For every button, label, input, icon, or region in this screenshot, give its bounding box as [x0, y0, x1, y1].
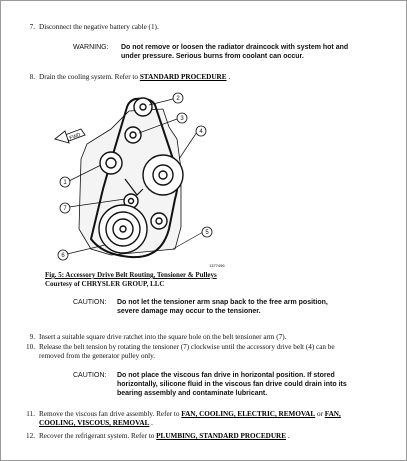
step-number: 12. [26, 432, 35, 440]
caution-label: CAUTION: [73, 372, 107, 379]
step-number: 7. [29, 23, 35, 31]
caution-line-1: Do not place the viscous fan drive in horizontal position. If stored [117, 372, 335, 379]
step-number: 8. [29, 73, 35, 81]
fwd-label: FWD [68, 132, 82, 142]
step-number: 10. [26, 343, 35, 351]
callout-7: 7 [63, 206, 67, 212]
warning-label: WARNING: [73, 44, 109, 51]
figure-caption: Fig. 5: Accessory Drive Belt Routing, Tensioner & Pulleys [45, 271, 217, 279]
caution-label: CAUTION: [73, 299, 107, 306]
step-number: 11. [26, 410, 35, 418]
step-number: 9. [29, 333, 35, 341]
step-10 [21, 343, 396, 363]
caution-block-2 [73, 371, 401, 401]
step-11 [21, 410, 396, 430]
caution-line-2: horizontally, silicone fluid in the viscous fan drive could drain into its [117, 381, 347, 388]
figure-caption-block [45, 271, 365, 288]
plumbing-standard-procedure-link[interactable]: PLUMBING, STANDARD PROCEDURE [156, 432, 287, 440]
step-text: Disconnect the negative battery cable (1). [39, 23, 159, 31]
belt-diagram [51, 89, 221, 267]
warning-line-1: Do not remove or loosen the radiator draincock with system hot and [121, 44, 349, 51]
step-text-line-2: removed from the generator pulley only. [39, 352, 156, 360]
fan-cooling-viscous-removal-link[interactable]: FAN, [324, 410, 341, 418]
standard-procedure-link[interactable]: STANDARD PROCEDURE [139, 73, 227, 81]
step-text-line-1: Release the belt tension by rotating the tensioner (7) clockwise until the accessory drive belt (4) can be [39, 343, 335, 351]
step-text: Remove the viscous fan drive assembly. Refer to [39, 410, 182, 418]
caution-line-3: bearing assembly and contaminate lubricant. [117, 390, 268, 397]
callout-6: 6 [61, 253, 65, 259]
warning-block [73, 43, 393, 63]
warning-line-2: under pressure. Serious burns from coolant can occur. [121, 53, 304, 60]
caution-line-2: severe damage may occur to the tensioner. [117, 308, 261, 315]
figure-courtesy: Courtesy of CHRYSLER GROUP, LLC [45, 279, 165, 288]
fan-cooling-viscous-removal-link-cont[interactable]: COOLING, VISCOUS, REMOVAL [39, 419, 150, 427]
step-text: Drain the cooling system. Refer to [39, 73, 140, 81]
fwd-arrow-icon [55, 129, 85, 143]
fan-cooling-electric-removal-link[interactable]: FAN, COOLING, ELECTRIC, REMOVAL [181, 410, 316, 418]
belt-routing-figure [51, 89, 221, 267]
callout-2: 2 [176, 96, 180, 102]
step-text-or: or [315, 410, 325, 418]
step-text: Insert a suitable square drive ratchet into the square hole on the belt tensioner arm (7). [39, 333, 287, 341]
step-text-end: . [149, 419, 153, 427]
callout-1: 1 [63, 180, 67, 186]
step-text: Recover the refrigerant system. Refer to [39, 432, 157, 440]
step-7 [21, 23, 391, 33]
step-12 [21, 432, 396, 442]
figure-code: 1377496 [209, 263, 225, 268]
callout-5: 5 [205, 230, 209, 236]
caution-block-1 [73, 298, 393, 318]
callout-4: 4 [199, 129, 203, 135]
callout-3: 3 [180, 116, 184, 122]
step-8 [21, 73, 391, 83]
step-text-end: . [226, 73, 231, 81]
step-9 [21, 333, 391, 343]
caution-line-1: Do not let the tensioner arm snap back to the free arm position, [117, 299, 328, 306]
step-text-end: . [286, 432, 290, 440]
